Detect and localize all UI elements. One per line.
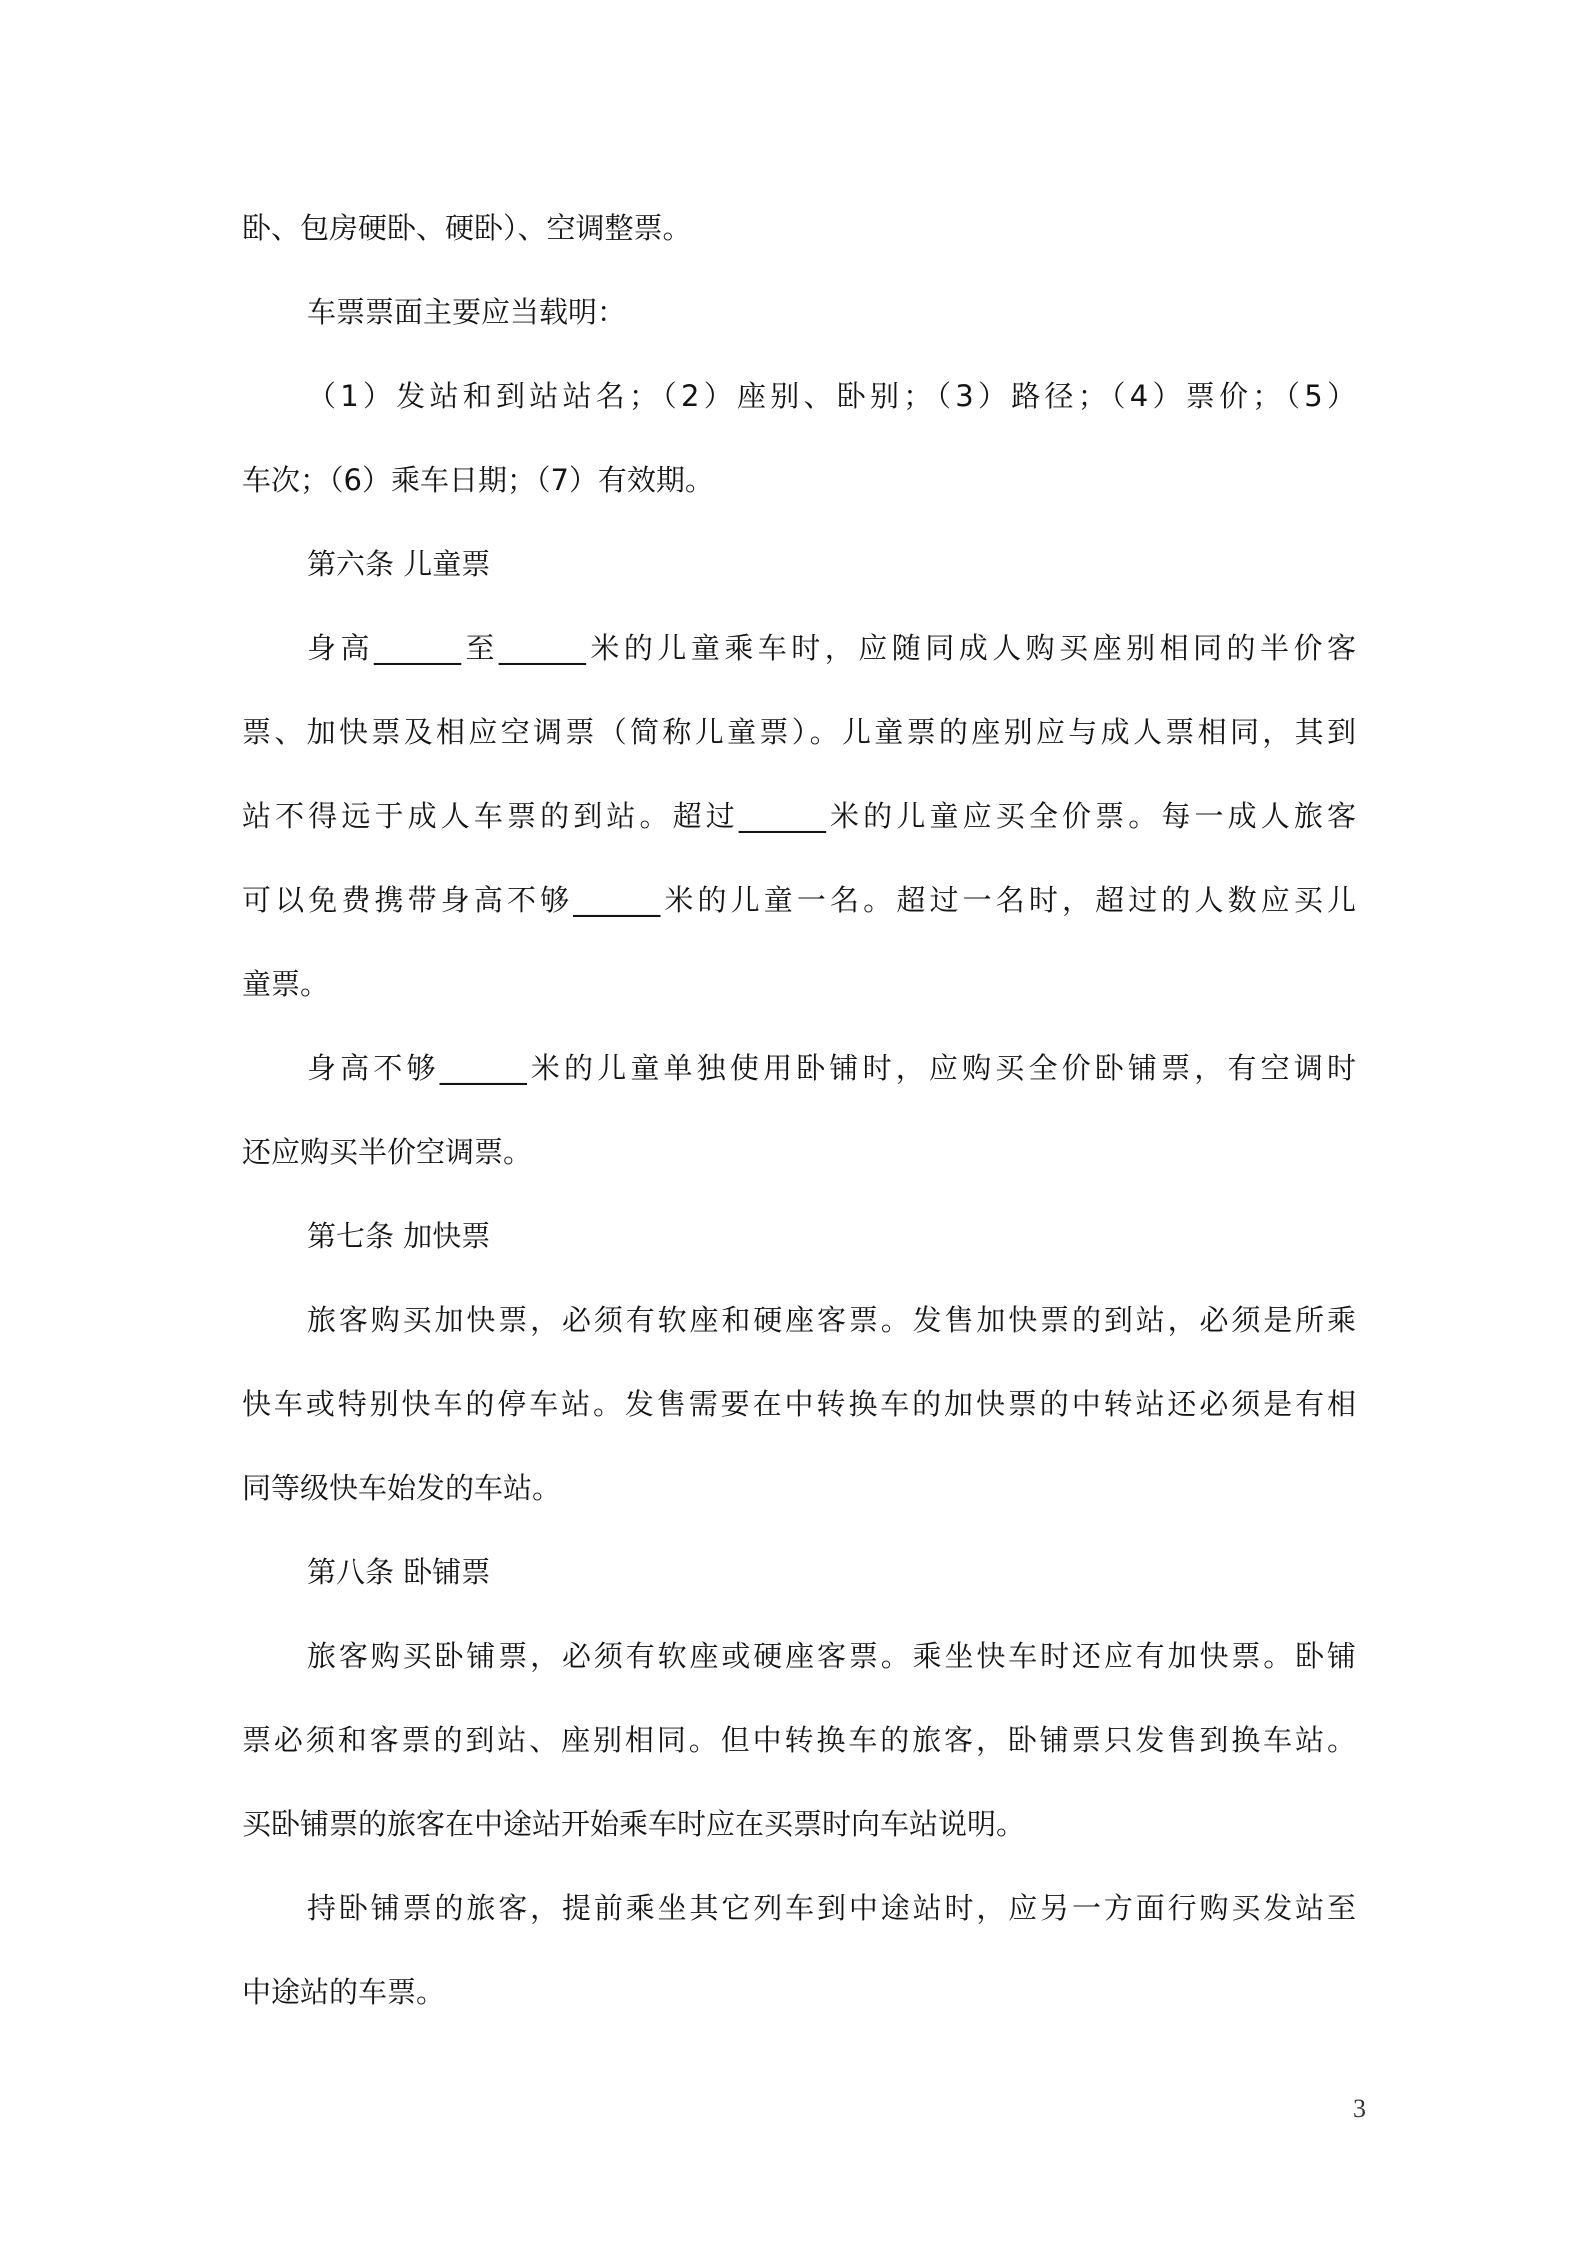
paragraph xyxy=(242,606,1356,1026)
text-line: 旅客购买卧铺票，必须有软座或硬座客票。乘坐快车时还应有加快票。卧铺 xyxy=(307,1639,1356,1673)
paragraph xyxy=(242,1026,1356,1194)
heading-line: 第八条 卧铺票 xyxy=(307,1555,491,1589)
heading-line: 第六条 儿童票 xyxy=(307,547,491,581)
text-line: 可以免费携带身高不够______米的儿童一名。超过一名时，超过的人数应买儿 xyxy=(242,883,1356,917)
text-line: 买卧铺票的旅客在中途站开始乘车时应在买票时向车站说明。 xyxy=(242,1807,1026,1841)
text-line: 卧、包房硬卧、硬卧）、空调整票。 xyxy=(242,211,692,245)
text-line: 车次；（6）乘车日期；（7）有效期。 xyxy=(242,463,714,497)
text-line: 身高不够______米的儿童单独使用卧铺时，应购买全价卧铺票，有空调时 xyxy=(307,1051,1356,1085)
page-number: 3 xyxy=(1353,2094,1366,2123)
article-heading xyxy=(242,522,1356,606)
page-content xyxy=(242,186,1356,2034)
paragraph xyxy=(242,1278,1356,1530)
text-line: 同等级快车始发的车站。 xyxy=(242,1471,562,1505)
text-line: 票必须和客票的到站、座别相同。但中转换车的旅客，卧铺票只发售到换车站。 xyxy=(242,1723,1356,1757)
text-line: 身高______至______米的儿童乘车时，应随同成人购买座别相同的半价客 xyxy=(307,631,1356,665)
text-line: 中途站的车票。 xyxy=(242,1975,446,2009)
text-line: 童票。 xyxy=(242,967,330,1001)
heading-line: 第七条 加快票 xyxy=(307,1219,491,1253)
paragraph xyxy=(242,354,1356,522)
article-heading xyxy=(242,1530,1356,1614)
paragraph xyxy=(242,1866,1356,2034)
text-line: 站不得远于成人车票的到站。超过______米的儿童应买全价票。每一成人旅客 xyxy=(242,799,1356,833)
text-line: 持卧铺票的旅客，提前乘坐其它列车到中途站时，应另一方面行购买发站至 xyxy=(307,1891,1356,1925)
paragraph xyxy=(242,186,1356,270)
article-heading xyxy=(242,1194,1356,1278)
text-line: 快车或特别快车的停车站。发售需要在中转换车的加快票的中转站还必须是有相 xyxy=(242,1387,1356,1421)
text-line: （1）发站和到站站名；（2）座别、卧别；（3）路径；（4）票价；（5） xyxy=(307,379,1356,413)
paragraph xyxy=(242,270,1356,354)
text-line: 车票票面主要应当载明： xyxy=(307,295,627,329)
text-line: 旅客购买加快票，必须有软座和硬座客票。发售加快票的到站，必须是所乘 xyxy=(307,1303,1356,1337)
text-line: 票、加快票及相应空调票（简称儿童票）。儿童票的座别应与成人票相同，其到 xyxy=(242,715,1356,749)
paragraph xyxy=(242,1614,1356,1866)
text-line: 还应购买半价空调票。 xyxy=(242,1135,533,1169)
